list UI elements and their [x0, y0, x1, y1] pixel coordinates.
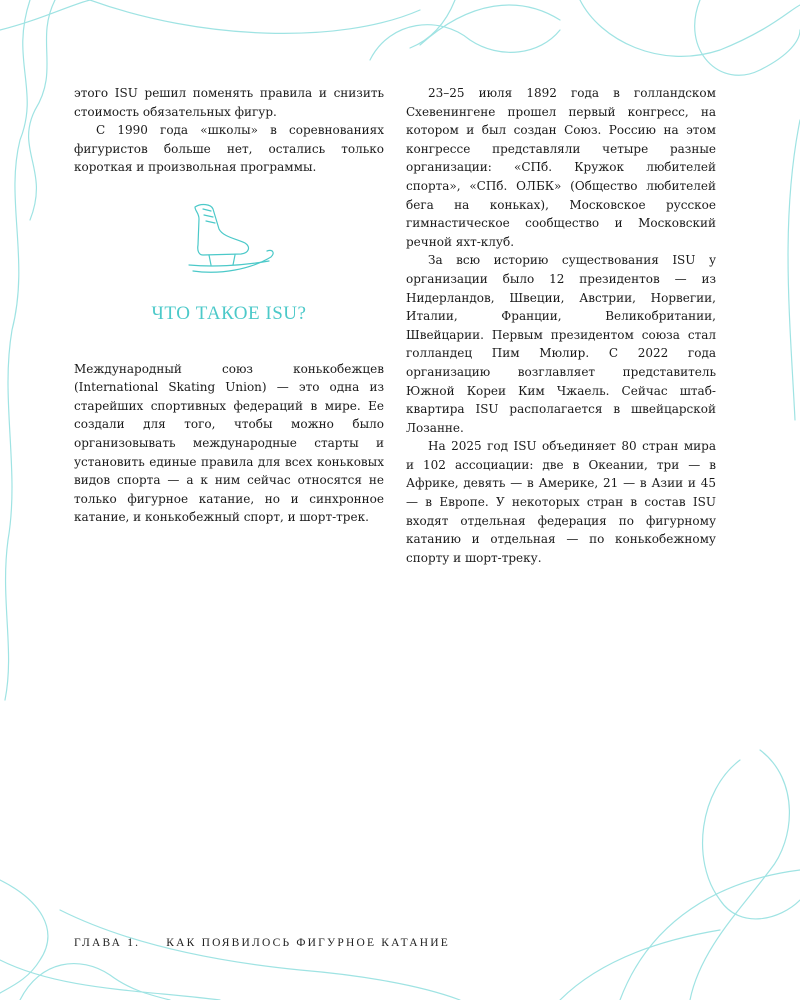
history-paragraph-1: 23–25 июля 1892 года в голландском Схевенингене прошел первый конгресс, на котором и был создан Союз. Россию на этом конгрессе представляли четыре разные организации: «СПб. Кружок любителей спорта», «СПб. ОЛБК» (Общество любителей бега на коньках), Московское русское гимнастическое сообщество и Московский речной яхт-клуб. [406, 86, 716, 249]
history-paragraph-3: На 2025 год ISU объединяет 80 стран мира и 102 ассоциации: две в Океании, три — в Африке, девять — в Америке, 21 — в Азии и 45 — в Европе. У некоторых стран в состав ISU входят отдельная федерация по фигурному катанию и отдельная — по конькобежному спорту и шорт-треку. [406, 439, 716, 565]
running-footer [74, 937, 450, 949]
left-column [74, 84, 384, 527]
history-paragraph-2: За всю историю существования ISU у организации было 12 президентов — из Нидерландов, Швеции, Австрии, Норвегии, Италии, Франции, Великобритании, Швейцарии. Первым президентом союза стал голландец Пим Мюлир. С 2022 года организацию возглавляет представитель Южной Кореи Ким Чжаель. Сейчас штаб-квартира ISU располагается в швейцарской Лозанне. [406, 253, 716, 435]
chapter-label: ГЛАВА 1. [74, 937, 141, 949]
section-title: ЧТО ТАКОЕ ISU? [151, 302, 307, 324]
intro-paragraph-1: этого ISU решил поменять правила и снизить стоимость обязательных фигур. [74, 86, 384, 119]
chapter-title: КАК ПОЯВИЛОСЬ ФИГУРНОЕ КАТАНИЕ [166, 937, 451, 949]
isu-description-paragraph: Международный союз конькобежцев (International Skating Union) — это одна из старейших спортивных федераций в мире. Ее создали для того, чтобы можно было организовывать международные старты и установить единые правила для всех коньковых видов спорта — а к ним сейчас относятся не только фигурное катание, но и синхронное катание, и конькобежный спорт, и шорт-трек. [74, 361, 384, 525]
intro-paragraph-2: С 1990 года «школы» в соревнованиях фигуристов больше нет, остались только короткая и произвольная программы. [74, 123, 384, 175]
skate-icon [181, 199, 277, 279]
right-column [406, 84, 716, 567]
